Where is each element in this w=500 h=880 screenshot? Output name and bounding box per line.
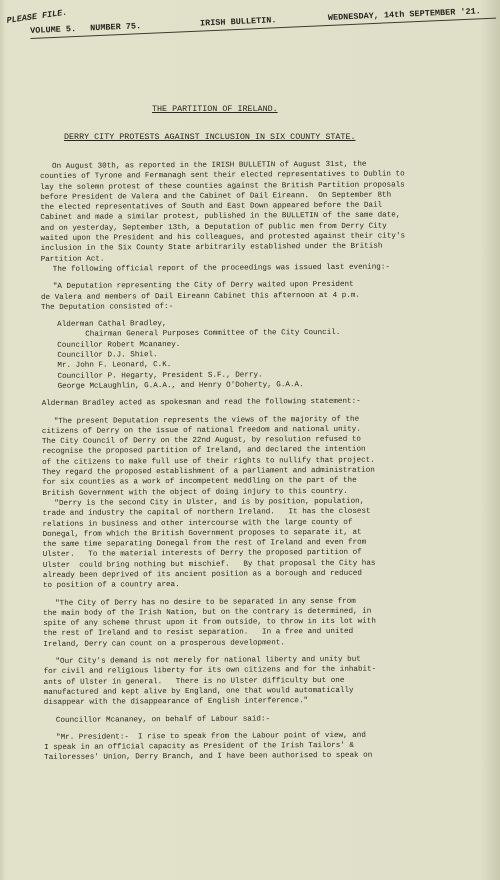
- text-line: already been deprived of its ancient position as a borough and reduced: [42, 569, 362, 580]
- text-line: counties of Tyrone and Fermanagh sent their elected representatives to Dublin to: [40, 170, 405, 182]
- document-title: THE PARTITION OF IRELAND.: [152, 104, 278, 114]
- text-line: inclusion in the Six County State arbitrarily established under the British: [40, 242, 383, 254]
- text-line: "The present Deputation represents the views of the majority of the: [53, 415, 360, 426]
- text-line: for six counties as a work of incompetent meddling on the part of the: [42, 477, 357, 488]
- text-line: disappear with the disappearance of English interference.": [43, 697, 309, 708]
- text-line: On August 30th, as reported in the IRISH BULLETIN of August 31st, the: [52, 160, 367, 171]
- text-line: Donegal, from which the British Government proposes to separate it, at: [42, 528, 362, 539]
- text-line: British Government with the object of doing injury to this country.: [42, 487, 348, 498]
- text-line: waited upon the President and his colleagues, and protested against their city's: [40, 232, 406, 244]
- bulletin-header: [30, 6, 496, 40]
- text-line: Ireland, Derry can count on a prosperous development.: [43, 639, 285, 649]
- text-line: Alderman Cathal Bradley,: [57, 320, 167, 330]
- text-line: lay the solemn protest of these counties against the British Partition proposals: [40, 181, 405, 192]
- text-line: ants of Ulster in general. There is no Ulster difficulty but one: [43, 676, 345, 687]
- text-line: "The City of Derry has no desire to be separated in any sense from: [55, 597, 356, 608]
- text-line: relations in business and other intercourse with the large county of: [42, 518, 353, 529]
- text-line: The Deputation consisted of:-: [40, 302, 174, 312]
- text-line: Councillor D.J. Shiel.: [57, 351, 158, 360]
- text-line: de Valera and members of Dail Eireann Cabinet this afternoon at 4 p.m.: [40, 291, 360, 302]
- document-subtitle: DERRY CITY PROTESTS AGAINST INCLUSION IN SIX COUNTY STATE.: [64, 132, 356, 142]
- text-line: the same time separating Donegal from the rest of Ireland and even from: [42, 538, 367, 550]
- text-line: Tailoresses' Union, Derry Branch, and I have been authorised to speak on: [44, 752, 373, 763]
- text-line: recognise the proposed partition of Ireland, and declared the intention: [41, 446, 366, 457]
- text-line: spite of any scheme thrust upon it from outside, to throw in its lot with: [43, 617, 376, 629]
- text-line: Cabinet and made a similar protest, published in the BULLETIN of the same date,: [40, 211, 401, 223]
- text-line: Councillor P. Hegarty, President S.F., Derry.: [57, 371, 263, 381]
- text-line: Councillor Robert Mcananey.: [57, 340, 181, 350]
- text-line: Chairman General Purposes Committee of the City Council.: [85, 329, 341, 340]
- text-line: the elected representatives of South and East Down appeared before the Dail: [40, 201, 383, 213]
- text-line: George McLaughlin, G.A.A., and Henry O'Doherty, G.A.A.: [57, 381, 304, 391]
- text-line: "Our City's demand is not merely for national liberty and unity but: [55, 655, 361, 666]
- text-line: "Derry is the second City in Ulster, and is by position, population,: [54, 497, 365, 508]
- text-line: the main body of the Irish Nation, but on the contrary is determined, in: [43, 607, 372, 618]
- text-line: I speak in an official capacity as President of the Irish Tailors' &: [44, 741, 355, 753]
- text-line: Ulster. To the material interests of Derry the proposed partition of: [42, 549, 362, 560]
- text-line: trade and industry the capital of northern Ireland. It has the closest: [42, 507, 371, 519]
- text-line: Councillor Mcananey, on behalf of Labour said:-: [55, 714, 271, 725]
- issue-number: NUMBER 75.: [89, 21, 142, 34]
- text-line: Ulster could bring nothing but mischief. By that proposal the City has: [42, 559, 376, 570]
- text-line: the rest of Ireland and to resist separation. In a free and united: [43, 628, 354, 639]
- text-line: "A Deputation representing the City of Derry waited upon President: [52, 281, 354, 292]
- text-line: and on yesterday, September 13th, a Deputation of public men from Derry City: [40, 222, 387, 233]
- text-line: before President de Valera and the Cabinet of Dail Eireann. On September 8th: [40, 191, 392, 202]
- text-line: manufactured and kept alive by England, one that would automatically: [43, 686, 354, 697]
- text-line: The City Council of Derry on the 22nd August, by resolution refused to: [41, 435, 361, 447]
- text-line: Partition Act.: [40, 255, 105, 264]
- text-line: Mr. John F. Leonard, C.K.: [57, 361, 172, 371]
- volume-label: VOLUME 5.: [30, 23, 77, 36]
- text-line: to position of a country area.: [42, 581, 180, 591]
- issue-date: WEDNESDAY, 14th SEPTEMBER '21.: [327, 6, 482, 23]
- text-line: citizens of Derry on the issue of national freedom and national unity.: [41, 425, 361, 436]
- document-body: [40, 159, 486, 764]
- bulletin-name: IRISH BULLETIN.: [199, 15, 277, 29]
- text-line: for civil and religious liberty for its own citizens and for the inhabit-: [43, 666, 377, 677]
- text-line: They regard the proposed establishment of a parliament and administration: [42, 466, 375, 478]
- text-line: of the citizens to make full use of their rights to nullify that project.: [42, 456, 375, 467]
- text-line: The following official report of the proceedings was issued last evening:-: [52, 263, 390, 274]
- please-file-note: PLEASE FILE.: [6, 7, 69, 26]
- text-line: Alderman Bradley acted as spokesman and read the following statement:-: [41, 398, 361, 409]
- text-line: "Mr. President:- I rise to speak from the Labour point of view, and: [55, 731, 366, 742]
